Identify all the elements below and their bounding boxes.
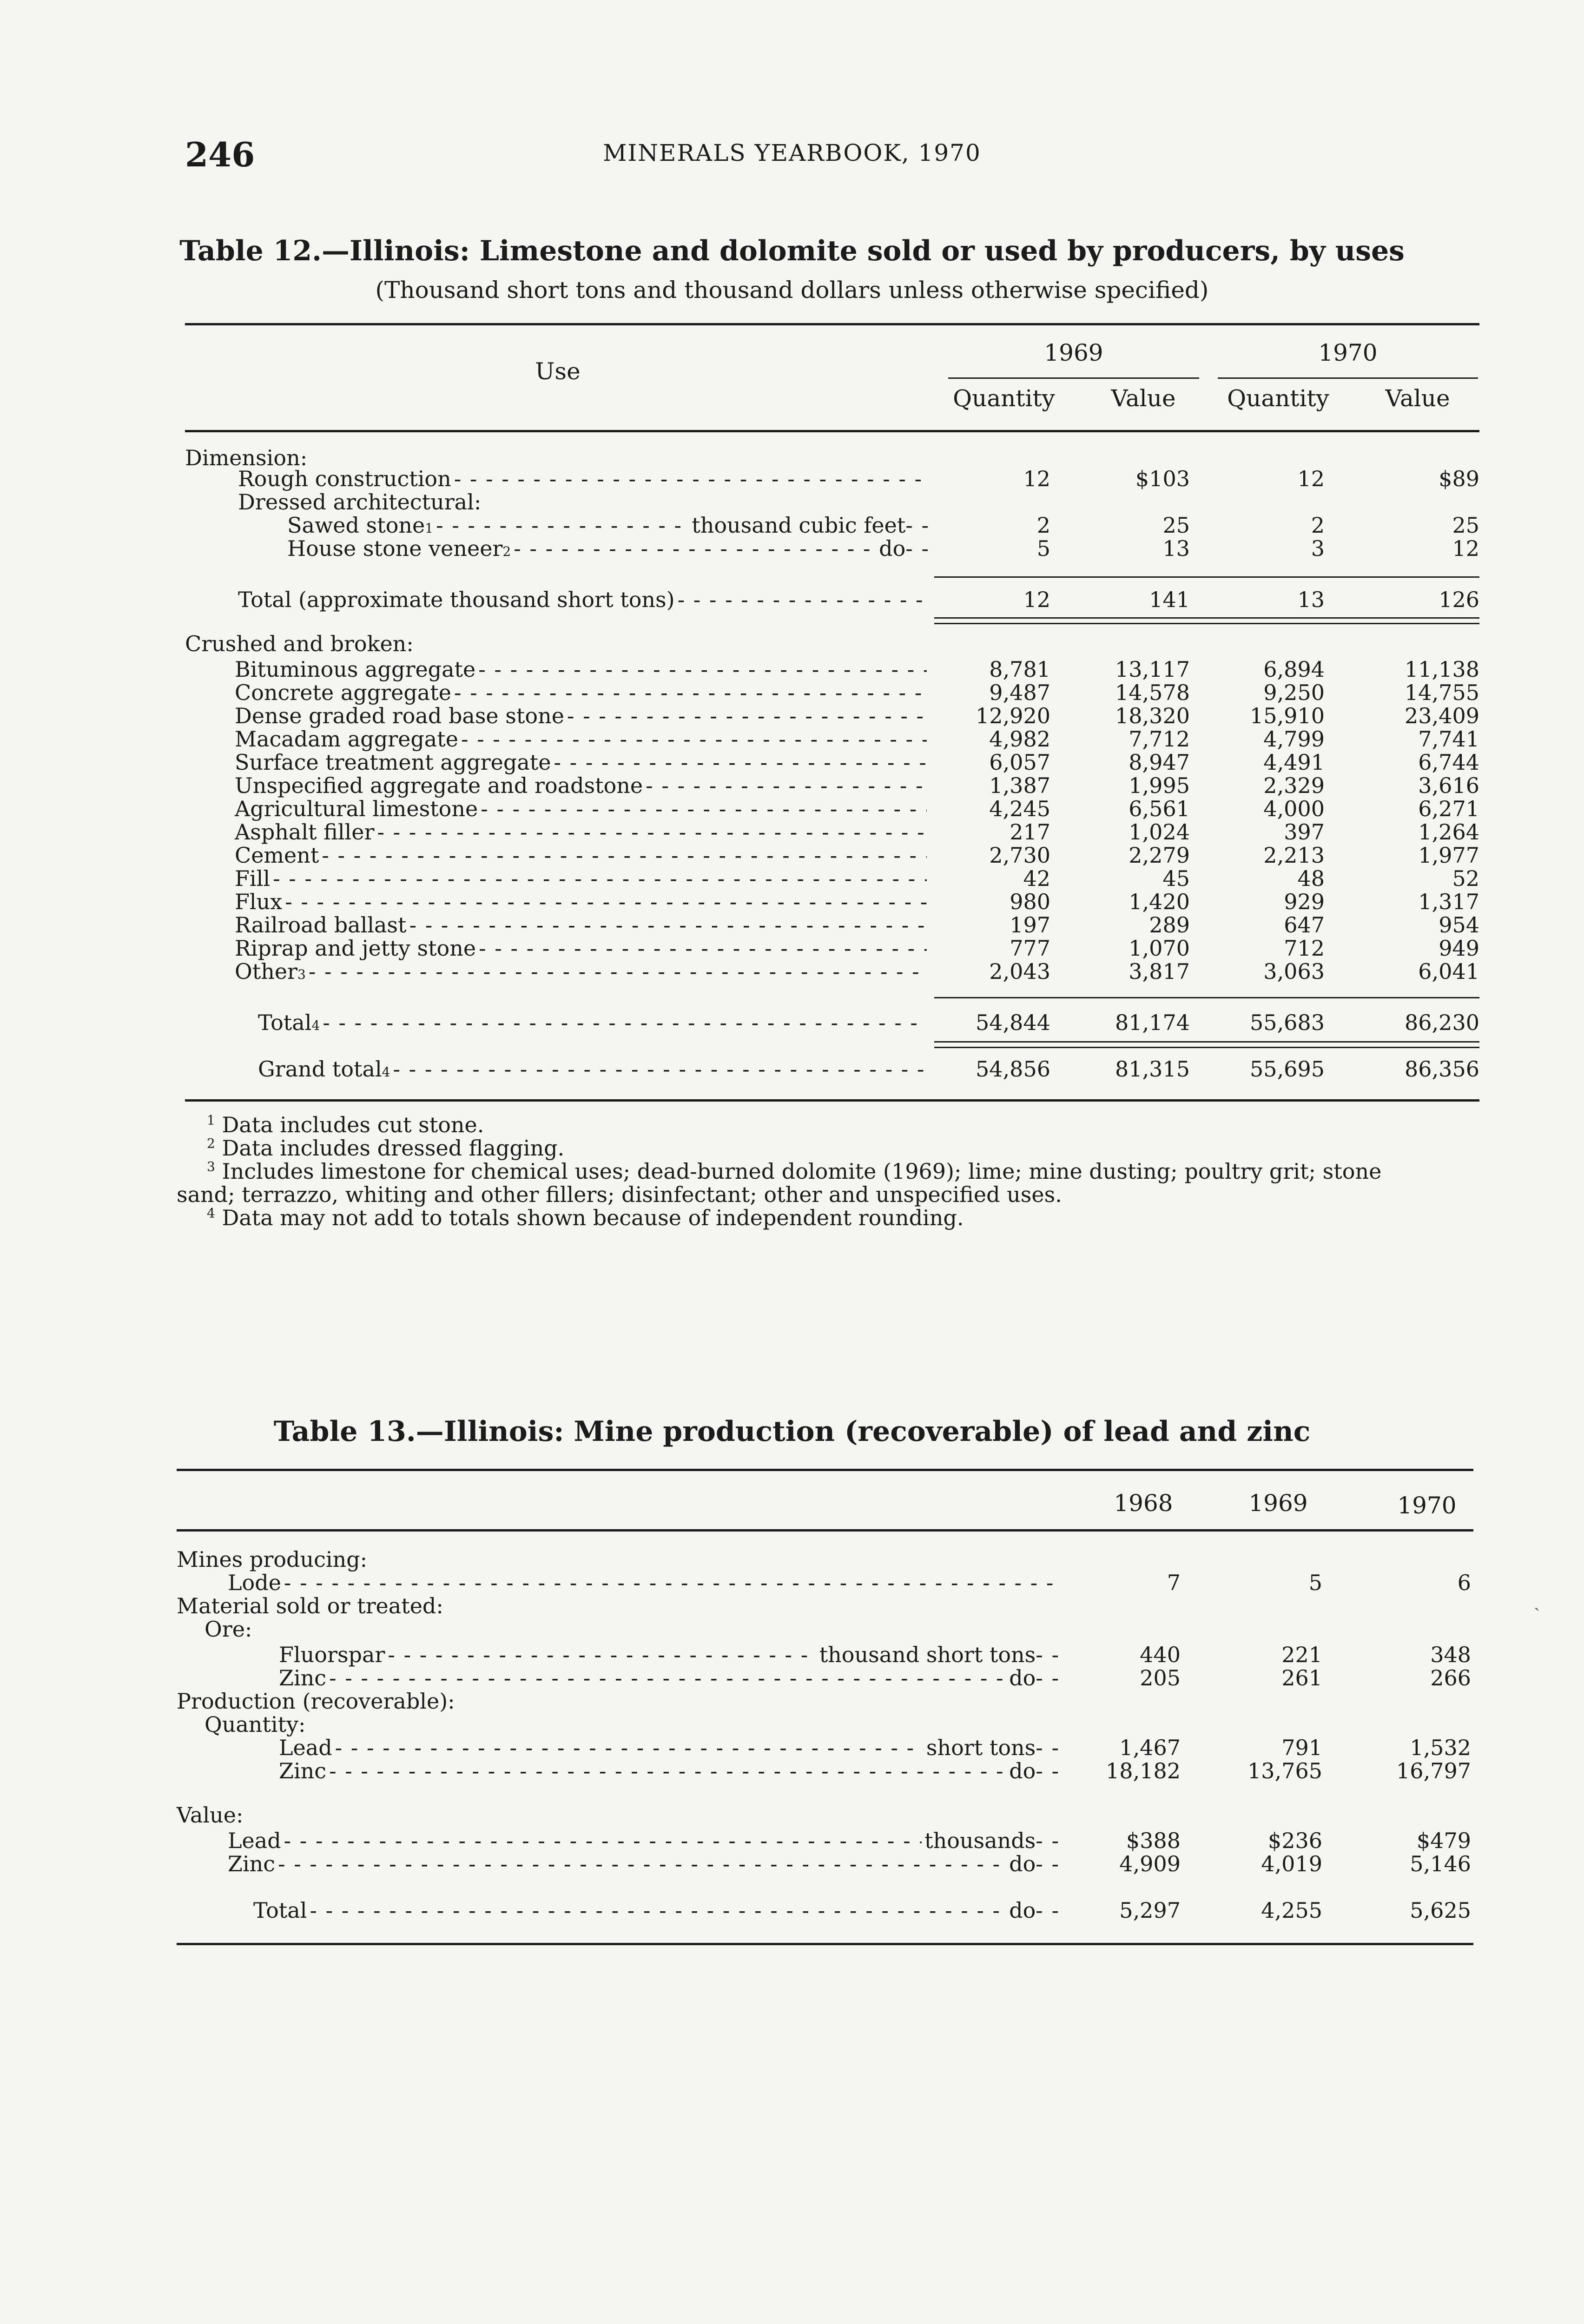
table12-row: [0, 751, 1584, 774]
cell-a: 1,467: [1119, 1735, 1181, 1760]
row-label: [235, 704, 930, 727]
cell-v70: 126: [1439, 587, 1479, 612]
cell-c: 1,532: [1410, 1735, 1471, 1760]
cell-v70: 1,264: [1418, 819, 1479, 845]
dot-leader: [284, 1571, 1057, 1594]
cell-v70: 7,741: [1418, 726, 1479, 752]
table12-1969-rule: [948, 377, 1199, 379]
cell-v69: 1,024: [1129, 819, 1190, 845]
cell-q70: 12: [1297, 466, 1325, 491]
table13-row: [0, 1803, 1584, 1827]
row-label-text: Dense graded road base stone: [235, 703, 564, 728]
row-label-text: Rough construction: [238, 466, 451, 491]
footnote-number: 2: [207, 1136, 215, 1151]
dot-leader: [678, 588, 927, 611]
table12-row: [0, 774, 1584, 797]
row-label: [235, 890, 930, 913]
table12-row: [0, 537, 1584, 560]
table13-year-1968: 1968: [1114, 1490, 1173, 1517]
row-label: [235, 820, 930, 844]
cell-v70: 14,755: [1405, 680, 1479, 705]
row-label-text: Grand total: [258, 1056, 382, 1082]
table12-row: [0, 960, 1584, 983]
row-label-text: Zinc: [279, 1665, 327, 1690]
row-label-text: Agricultural limestone: [235, 796, 478, 821]
cell-q70: 15,910: [1250, 703, 1325, 728]
table12-row: [0, 1011, 1584, 1034]
dot-leader: [309, 960, 927, 983]
cell-v69: 6,561: [1129, 796, 1190, 821]
cell-v69: 141: [1149, 587, 1190, 612]
row-label: Total 4 - - -: [258, 1011, 930, 1034]
cell-v69: 289: [1149, 912, 1190, 938]
row-label-text: Fill: [235, 866, 271, 891]
table13-header-rule: [177, 1529, 1473, 1532]
row-label-text: Railroad ballast: [235, 912, 407, 938]
table12-row: [0, 797, 1584, 820]
cell-v69: 7,712: [1129, 726, 1190, 752]
table12-qty70-header: Quantity: [1227, 385, 1329, 412]
cell-q70: 13: [1297, 587, 1325, 612]
cell-q69: 12,920: [976, 703, 1050, 728]
cell-c: 5,146: [1410, 1851, 1471, 1876]
row-label-text: Cement: [235, 843, 319, 868]
dot-leader: [285, 890, 927, 913]
table13-row: [0, 1829, 1584, 1852]
row-label-text: Quantity:: [205, 1712, 306, 1737]
cell-c: 5,625: [1410, 1898, 1471, 1923]
dot-leader: [273, 867, 927, 890]
cell-b: 221: [1281, 1642, 1322, 1667]
table13-row: [0, 1666, 1584, 1690]
table12-row: [0, 490, 1584, 514]
dot-leader: [322, 844, 927, 867]
cell-q70: 647: [1284, 912, 1325, 938]
row-label-text: Dressed architectural:: [238, 489, 482, 515]
table12-1970-rule: [1218, 377, 1478, 379]
cell-q69: 5: [1036, 536, 1050, 561]
cell-v70: $89: [1439, 466, 1479, 491]
footnote: [207, 1136, 1518, 1160]
cell-v69: $103: [1135, 466, 1190, 491]
dot-leader: [377, 820, 927, 844]
dot-leader: [554, 751, 927, 774]
cell-a: 7: [1167, 1570, 1181, 1595]
dot-leader: [329, 1666, 1006, 1690]
row-label: House stone veneer 2 - - - do - -: [287, 537, 930, 560]
footnote-number: 1: [207, 1112, 215, 1128]
footnote-text: Data includes dressed flagging.: [222, 1136, 565, 1161]
row-label: [235, 913, 930, 937]
footnote-text: Includes limestone for chemical uses; dead-burned dolomite (1969); lime; mine dusting; poultry grit; stone: [222, 1159, 1382, 1184]
cell-v70: 11,138: [1405, 657, 1479, 682]
cell-q69: 197: [1010, 912, 1050, 938]
cell-v70: 949: [1439, 936, 1479, 961]
row-label-text: Unspecified aggregate and roadstone: [235, 773, 643, 798]
dot-leader: [329, 1759, 1006, 1783]
cell-q70: 3: [1311, 536, 1325, 561]
cell-q70: 9,250: [1263, 680, 1325, 705]
dot-leader: [478, 658, 927, 681]
table13-year-1969: 1969: [1248, 1490, 1308, 1517]
cell-v69: 25: [1162, 513, 1190, 538]
running-title: MINERALS YEARBOOK, 1970: [603, 139, 981, 166]
table12-row: [0, 1057, 1584, 1081]
row-unit: thousand short tons: [819, 1642, 1036, 1667]
row-unit: do: [879, 536, 906, 561]
cell-c: 348: [1430, 1642, 1471, 1667]
table13-row: [0, 1643, 1584, 1666]
row-label: [235, 867, 930, 890]
cell-v70: 23,409: [1405, 703, 1479, 728]
row-label-text: Flux: [235, 889, 283, 914]
row-label: [177, 1594, 443, 1618]
table12-row: [0, 658, 1584, 681]
cell-v69: 3,817: [1129, 959, 1190, 984]
row-label-text: Lead: [228, 1828, 281, 1853]
cell-q70: 929: [1284, 889, 1325, 914]
cell-v69: 1,995: [1129, 773, 1190, 798]
cell-q69: 777: [1010, 936, 1050, 961]
cell-c: $479: [1416, 1828, 1471, 1853]
table12-bottom-rule: [185, 1099, 1479, 1102]
dot-leader: [454, 467, 927, 490]
dot-leader: [310, 1899, 1006, 1922]
table12-row: [0, 867, 1584, 890]
row-label-text: Bituminous aggregate: [235, 657, 476, 682]
row-label: [185, 632, 414, 655]
cell-q70: 2: [1311, 513, 1325, 538]
table12-val69-header: Value: [1111, 385, 1176, 412]
cell-v69: 14,578: [1115, 680, 1190, 705]
cell-q70: 4,799: [1263, 726, 1325, 752]
row-label: [235, 937, 930, 960]
row-label: Zinc - - - do - -: [279, 1666, 1060, 1690]
table13-row: [0, 1548, 1584, 1571]
table12-row: [0, 467, 1584, 490]
row-unit: thousand cubic feet: [692, 513, 906, 538]
subtotal-rule: [934, 576, 1479, 578]
table12-row: [0, 727, 1584, 751]
cell-q70: 55,695: [1250, 1056, 1325, 1082]
cell-c: 6: [1457, 1570, 1471, 1595]
table12-row: [0, 820, 1584, 844]
cell-q70: 2,213: [1263, 843, 1325, 868]
row-label-text: Lead: [279, 1735, 332, 1760]
total-double-rule: [934, 1041, 1479, 1048]
table12-year-1970: 1970: [1318, 339, 1378, 366]
table13-row: [0, 1690, 1584, 1713]
row-label-text: Asphalt filler: [235, 819, 375, 845]
dot-leader: [335, 1736, 924, 1759]
table13-row: [0, 1759, 1584, 1783]
dot-leader: [481, 797, 927, 820]
cell-q70: 6,894: [1263, 657, 1325, 682]
dot-leader: [454, 681, 927, 704]
row-label: Grand total 4 - - -: [258, 1057, 930, 1081]
row-label: [238, 467, 930, 490]
row-label: [177, 1690, 455, 1713]
cell-v70: 1,977: [1418, 843, 1479, 868]
row-label: Total - - - do - -: [253, 1899, 1060, 1922]
cell-q69: 9,487: [989, 680, 1050, 705]
dot-leader: [436, 514, 689, 537]
cell-v70: 52: [1452, 866, 1479, 891]
cell-q69: 6,057: [989, 750, 1050, 775]
row-label: [177, 1803, 243, 1827]
cell-v69: 81,315: [1115, 1056, 1190, 1082]
dot-leader: [479, 937, 927, 960]
cell-v69: 1,420: [1129, 889, 1190, 914]
cell-v70: 3,616: [1418, 773, 1479, 798]
cell-b: 4,255: [1261, 1898, 1322, 1923]
row-label-text: Production (recoverable):: [177, 1689, 455, 1714]
cell-q70: 4,491: [1263, 750, 1325, 775]
row-unit: do: [1009, 1758, 1036, 1783]
cell-q69: 980: [1010, 889, 1050, 914]
row-label-text: Value:: [177, 1802, 244, 1828]
table12-row: [0, 704, 1584, 727]
cell-v70: 1,317: [1418, 889, 1479, 914]
cell-q70: 397: [1284, 819, 1325, 845]
cell-q69: 12: [1023, 466, 1050, 491]
cell-q69: 4,245: [989, 796, 1050, 821]
cell-q69: 2,043: [989, 959, 1050, 984]
dot-leader: [323, 1011, 927, 1034]
cell-q69: 42: [1023, 866, 1050, 891]
footnote-text: Data may not add to totals shown because of independent rounding.: [222, 1205, 964, 1230]
cell-v69: 8,947: [1129, 750, 1190, 775]
dot-leader: [393, 1057, 927, 1081]
row-label: [205, 1713, 306, 1736]
cell-q69: 8,781: [989, 657, 1050, 682]
row-label: Other 3 - - -: [235, 960, 930, 983]
table13-year-1970: 1970: [1397, 1492, 1457, 1519]
subtotal-rule: [934, 997, 1479, 998]
cell-v70: 86,230: [1405, 1010, 1479, 1035]
table12-title: Table 12.—Illinois: Limestone and dolomite sold or used by producers, by uses: [179, 235, 1405, 267]
table12-header-rule: [185, 430, 1479, 432]
table12-use-header: Use: [535, 358, 581, 385]
dot-leader: [461, 727, 927, 751]
footnote-text: Data includes cut stone.: [222, 1112, 484, 1137]
row-label-text: Zinc: [228, 1851, 276, 1876]
row-unit: do: [1009, 1665, 1036, 1690]
row-label: Lead - - - short tons - -: [279, 1736, 1060, 1759]
cell-b: 4,019: [1261, 1851, 1322, 1876]
cell-q70: 712: [1284, 936, 1325, 961]
row-label: [205, 1618, 252, 1641]
cell-c: 16,797: [1396, 1758, 1471, 1783]
table13-row: [0, 1736, 1584, 1759]
row-label-text: Total: [253, 1898, 307, 1923]
table12-row: [0, 588, 1584, 611]
row-label: [235, 774, 930, 797]
cell-a: 205: [1140, 1665, 1181, 1690]
row-label-text: Crushed and broken:: [185, 631, 414, 656]
cell-a: 4,909: [1119, 1851, 1181, 1876]
table13-row: [0, 1571, 1584, 1594]
table12-subtitle: (Thousand short tons and thousand dollars unless otherwise specified): [375, 277, 1209, 304]
cell-c: 266: [1430, 1665, 1471, 1690]
cell-b: $236: [1267, 1828, 1322, 1853]
row-label: Zinc - - - do - -: [279, 1759, 1060, 1783]
row-unit: short tons: [926, 1735, 1036, 1760]
cell-q69: 217: [1010, 819, 1050, 845]
cell-q69: 4,982: [989, 726, 1050, 752]
cell-v70: 86,356: [1405, 1056, 1479, 1082]
row-label-text: Fluorspar: [279, 1642, 385, 1667]
row-unit: do: [1009, 1898, 1036, 1923]
table12-row: [0, 844, 1584, 867]
cell-b: 5: [1308, 1570, 1322, 1595]
dot-leader: [567, 704, 927, 727]
footnote-number: 4: [207, 1205, 215, 1221]
table13-row: [0, 1852, 1584, 1875]
row-label: Lead - - - thousands - -: [228, 1829, 1060, 1852]
row-label: Sawed stone 1 - - - thousand cubic feet - -: [287, 514, 930, 537]
row-label: [235, 727, 930, 751]
table12-year-1969: 1969: [1044, 339, 1103, 366]
cell-a: 5,297: [1119, 1898, 1181, 1923]
cell-v70: 12: [1452, 536, 1479, 561]
cell-v70: 25: [1452, 513, 1479, 538]
cell-v70: 954: [1439, 912, 1479, 938]
row-label: [177, 1548, 367, 1571]
table12-row: [0, 632, 1584, 655]
row-label-text: Surface treatment aggregate: [235, 750, 551, 775]
row-label: [228, 1571, 1060, 1594]
cell-a: $388: [1126, 1828, 1181, 1853]
cell-v69: 2,279: [1129, 843, 1190, 868]
row-label: [235, 797, 930, 820]
table13-row: [0, 1618, 1584, 1641]
table13-row: [0, 1899, 1584, 1922]
row-label: Fluorspar - - - thousand short tons - -: [279, 1643, 1060, 1666]
row-unit: thousands: [924, 1828, 1036, 1853]
table12-row: [0, 681, 1584, 704]
table12-row: [0, 514, 1584, 537]
row-label-text: Other: [235, 959, 298, 984]
footnote: [177, 1183, 1487, 1206]
table13-top-rule: [177, 1469, 1473, 1471]
row-label-text: Total (approximate thousand short tons): [238, 587, 675, 612]
cell-q70: 4,000: [1263, 796, 1325, 821]
row-label: [235, 681, 930, 704]
cell-q69: 2: [1036, 513, 1050, 538]
row-label-text: Riprap and jetty stone: [235, 936, 476, 961]
row-label-text: Mines producing:: [177, 1547, 368, 1572]
cell-b: 791: [1281, 1735, 1322, 1760]
cell-q70: 2,329: [1263, 773, 1325, 798]
table13-row: [0, 1713, 1584, 1736]
footnote-text: sand; terrazzo, whiting and other fillers; disinfectant; other and unspecified uses.: [177, 1182, 1062, 1207]
cell-q69: 54,844: [976, 1010, 1050, 1035]
dot-leader: [409, 913, 927, 937]
dot-leader: [646, 774, 927, 797]
row-label-text: Total: [258, 1010, 312, 1035]
margin-mark: ˏ: [1534, 1590, 1540, 1611]
row-label-text: Lode: [228, 1570, 281, 1595]
table12-qty69-header: Quantity: [953, 385, 1055, 412]
table12-row: [0, 890, 1584, 913]
table12-top-rule: [185, 323, 1479, 325]
dot-leader: [514, 537, 876, 560]
cell-v69: 13,117: [1115, 657, 1190, 682]
page-number: 246: [185, 135, 255, 174]
row-label: [238, 588, 930, 611]
cell-a: 18,182: [1106, 1758, 1181, 1783]
footnote: [207, 1206, 1518, 1229]
cell-q70: 48: [1297, 866, 1325, 891]
row-label: Zinc - - - do - -: [228, 1852, 1060, 1875]
cell-q69: 1,387: [989, 773, 1050, 798]
cell-q70: 55,683: [1250, 1010, 1325, 1035]
cell-v69: 1,070: [1129, 936, 1190, 961]
cell-a: 440: [1140, 1642, 1181, 1667]
footnote: [207, 1113, 1518, 1136]
row-label: [238, 490, 481, 514]
cell-v69: 13: [1162, 536, 1190, 561]
table12-row: [0, 937, 1584, 960]
dot-leader: [284, 1829, 922, 1852]
table13-title: Table 13.—Illinois: Mine production (recoverable) of lead and zinc: [273, 1415, 1311, 1448]
row-label-text: Material sold or treated:: [177, 1593, 443, 1618]
row-label: [235, 751, 930, 774]
cell-v70: 6,744: [1418, 750, 1479, 775]
table12-row: [0, 913, 1584, 937]
cell-q70: 3,063: [1263, 959, 1325, 984]
table13-bottom-rule: [177, 1943, 1473, 1945]
row-label-text: Zinc: [279, 1758, 327, 1783]
cell-q69: 12: [1023, 587, 1050, 612]
row-label-text: Ore:: [205, 1617, 252, 1642]
footnote-number: 3: [207, 1159, 215, 1175]
cell-v69: 81,174: [1115, 1010, 1190, 1035]
table13-row: [0, 1594, 1584, 1618]
cell-q69: 54,856: [976, 1056, 1050, 1082]
cell-q69: 2,730: [989, 843, 1050, 868]
row-label-text: Concrete aggregate: [235, 680, 451, 705]
dot-leader: [388, 1643, 816, 1666]
cell-b: 13,765: [1247, 1758, 1322, 1783]
row-label-text: House stone veneer: [287, 536, 503, 561]
row-label: [235, 844, 930, 867]
footnote: [207, 1160, 1518, 1183]
table12-val70-header: Value: [1385, 385, 1450, 412]
row-label-text: Sawed stone: [287, 513, 425, 538]
dot-leader: [278, 1852, 1006, 1875]
total-double-rule: [934, 617, 1479, 624]
row-unit: do: [1009, 1851, 1036, 1876]
cell-v70: 6,271: [1418, 796, 1479, 821]
cell-b: 261: [1281, 1665, 1322, 1690]
row-label: [235, 658, 930, 681]
row-label-text: Dimension:: [185, 445, 308, 470]
cell-v69: 18,320: [1115, 703, 1190, 728]
cell-v69: 45: [1162, 866, 1190, 891]
row-label-text: Macadam aggregate: [235, 726, 458, 752]
cell-v70: 6,041: [1418, 959, 1479, 984]
